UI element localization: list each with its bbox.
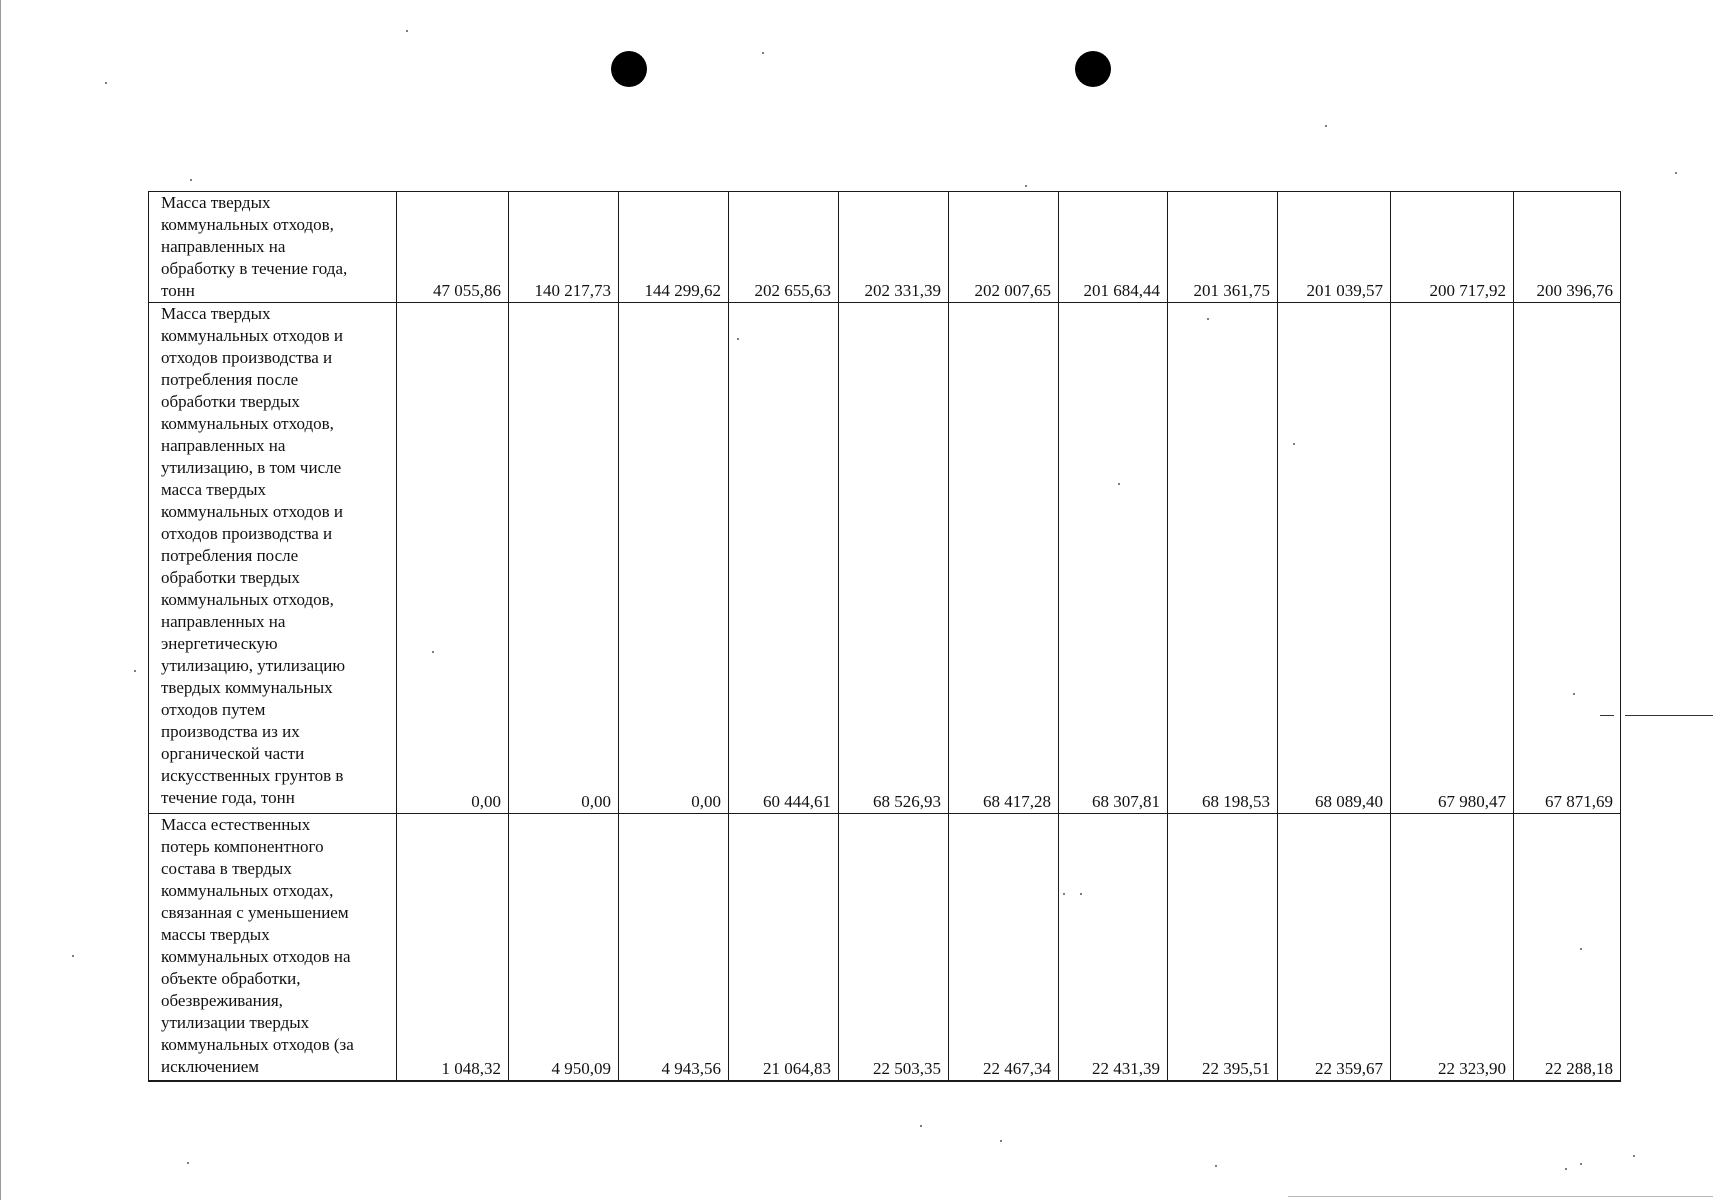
value-cell: 0,00 bbox=[509, 303, 619, 814]
value-cell: 202 007,65 bbox=[949, 192, 1059, 303]
value-cell: 47 055,86 bbox=[397, 192, 509, 303]
value-cell: 22 431,39 bbox=[1059, 814, 1168, 1082]
scan-speck bbox=[105, 82, 107, 84]
row-label-cell bbox=[149, 303, 397, 814]
value-cell: 67 871,69 bbox=[1514, 303, 1621, 814]
scan-speck bbox=[190, 179, 192, 181]
row-label: Масса твердых коммунальных отходов, направленных на обработку в течение года, тонн bbox=[161, 193, 348, 300]
scan-speck bbox=[1025, 185, 1027, 187]
value-cell: 22 323,90 bbox=[1391, 814, 1514, 1082]
value-cell: 68 089,40 bbox=[1278, 303, 1391, 814]
scan-speck bbox=[134, 670, 136, 672]
punch-hole-left bbox=[611, 51, 647, 87]
scan-speck bbox=[1675, 172, 1677, 174]
value-cell: 68 417,28 bbox=[949, 303, 1059, 814]
value-cell: 4 950,09 bbox=[509, 814, 619, 1082]
value-cell: 22 359,67 bbox=[1278, 814, 1391, 1082]
row-label: Масса естественных потерь компонентного состава в твердых коммунальных отходах, связанная с уменьшением массы твердых коммунальных отходов на объекте обработки, обезвреживания, утилизации твердых коммунальных отходов (за исключением bbox=[161, 815, 354, 1076]
value-cell: 4 943,56 bbox=[619, 814, 729, 1082]
value-cell: 22 395,51 bbox=[1168, 814, 1278, 1082]
row-label: Масса твердых коммунальных отходов и отходов производства и потребления после обработки твердых коммунальных отходов, направленных на утилизацию, в том числе масса твердых коммунальных отходов и отходов производства и потребления после обработки твердых коммунальных отходов, направленных на энергетическую утилизацию, утилизацию твердых коммунальных отходов путем производства из их органической части искусственных грунтов в течение года, тонн bbox=[161, 304, 346, 807]
scan-speck bbox=[920, 1125, 922, 1127]
row-label-cell bbox=[149, 814, 397, 1082]
data-table bbox=[148, 191, 1621, 1082]
value-cell: 0,00 bbox=[619, 303, 729, 814]
page-edge bbox=[0, 0, 1, 1200]
scan-speck bbox=[72, 955, 74, 957]
value-cell: 68 307,81 bbox=[1059, 303, 1168, 814]
scan-speck bbox=[1565, 1168, 1567, 1170]
scan-speck bbox=[187, 1162, 189, 1164]
value-cell: 201 039,57 bbox=[1278, 192, 1391, 303]
scan-speck bbox=[1325, 125, 1327, 127]
scan-line bbox=[1625, 715, 1713, 716]
scan-speck bbox=[1000, 1140, 1002, 1142]
value-cell: 60 444,61 bbox=[729, 303, 839, 814]
value-cell: 68 198,53 bbox=[1168, 303, 1278, 814]
value-cell: 200 396,76 bbox=[1514, 192, 1621, 303]
value-cell: 68 526,93 bbox=[839, 303, 949, 814]
scan-speck bbox=[1580, 1163, 1582, 1165]
value-cell: 67 980,47 bbox=[1391, 303, 1514, 814]
scan-speck bbox=[762, 52, 764, 54]
scan-speck bbox=[1215, 1165, 1217, 1167]
scan-line bbox=[1288, 1196, 1713, 1197]
value-cell: 201 361,75 bbox=[1168, 192, 1278, 303]
value-cell: 21 064,83 bbox=[729, 814, 839, 1082]
punch-hole-right bbox=[1075, 51, 1111, 87]
table-row bbox=[149, 192, 1621, 303]
value-cell: 22 503,35 bbox=[839, 814, 949, 1082]
value-cell: 200 717,92 bbox=[1391, 192, 1514, 303]
table-row bbox=[149, 303, 1621, 814]
scan-speck bbox=[406, 30, 408, 32]
scan-speck bbox=[1633, 1155, 1635, 1157]
table-row bbox=[149, 814, 1621, 1082]
value-cell: 0,00 bbox=[397, 303, 509, 814]
value-cell: 140 217,73 bbox=[509, 192, 619, 303]
value-cell: 1 048,32 bbox=[397, 814, 509, 1082]
value-cell: 22 288,18 bbox=[1514, 814, 1621, 1082]
value-cell: 144 299,62 bbox=[619, 192, 729, 303]
row-label-cell bbox=[149, 192, 397, 303]
value-cell: 202 331,39 bbox=[839, 192, 949, 303]
value-cell: 202 655,63 bbox=[729, 192, 839, 303]
value-cell: 201 684,44 bbox=[1059, 192, 1168, 303]
value-cell: 22 467,34 bbox=[949, 814, 1059, 1082]
